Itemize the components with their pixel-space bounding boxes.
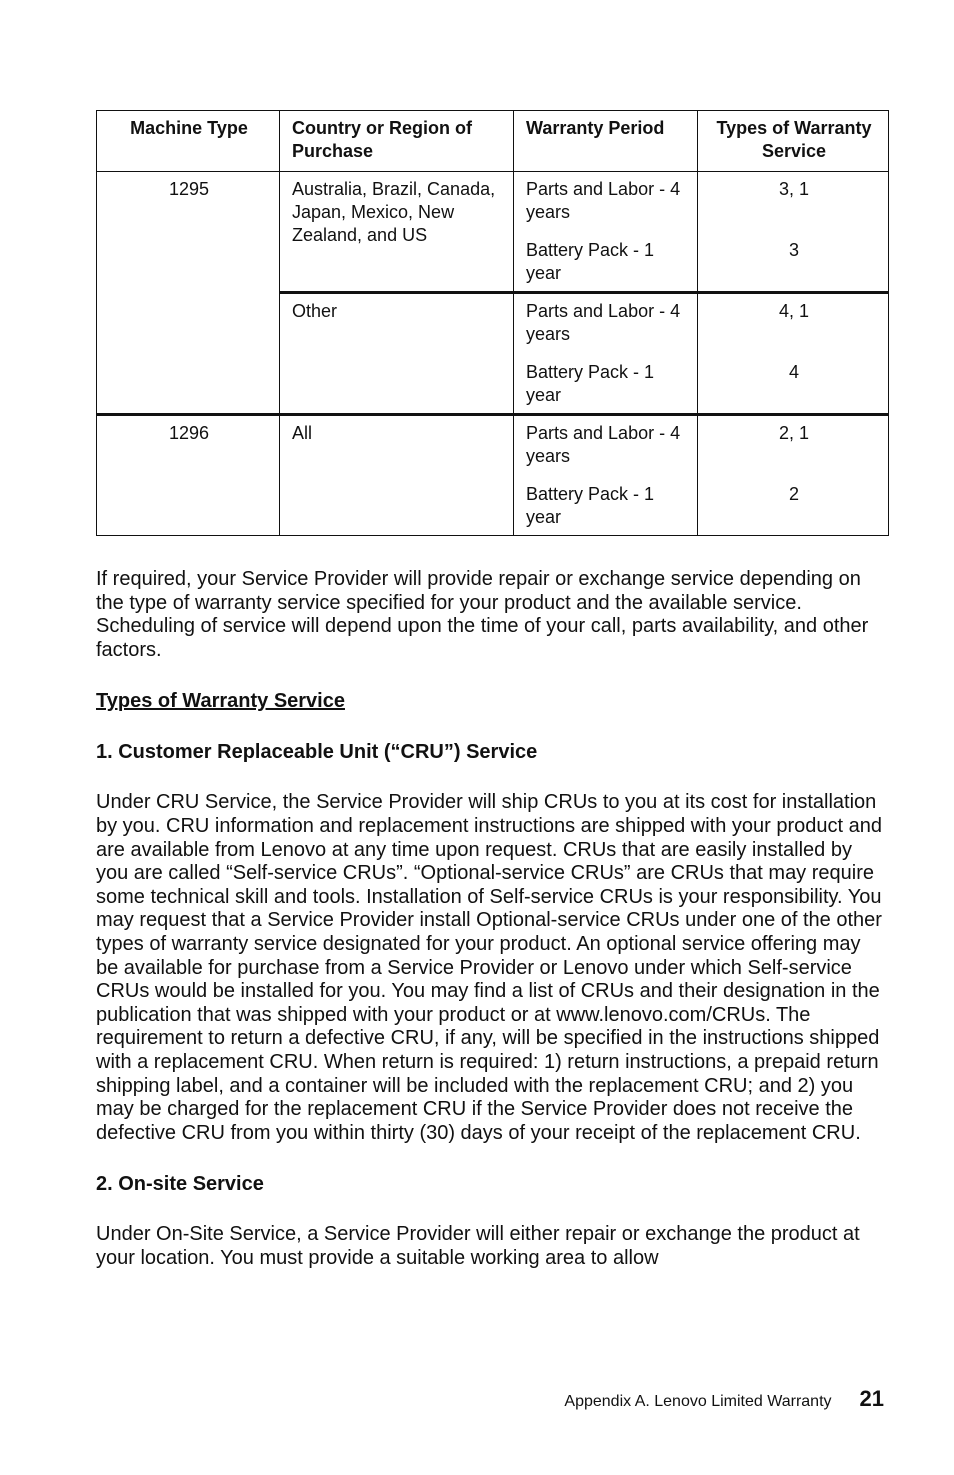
service-type-cell <box>698 172 889 293</box>
header-machine-type: Machine Type <box>97 111 280 172</box>
service-type-battery: 3 <box>788 240 799 260</box>
section-heading: Types of Warranty Service <box>96 690 345 713</box>
period-parts-labor: Parts and Labor - 4 years <box>526 423 681 466</box>
onsite-paragraph: Under On-Site Service, a Service Provider will either repair or exchange the product at your location. You must provide a suitable working area to allow <box>96 1223 860 1269</box>
table-row <box>97 415 889 536</box>
period-battery: Battery Pack - 1 year <box>526 362 655 405</box>
period-battery: Battery Pack - 1 year <box>526 240 655 283</box>
service-type-battery: 4 <box>788 362 799 382</box>
page-number: 21 <box>859 1386 884 1411</box>
onsite-heading: 2. On-site Service <box>96 1173 264 1196</box>
cru-heading: 1. Customer Replaceable Unit (“CRU”) Service <box>96 741 538 764</box>
service-type-cell <box>698 415 889 536</box>
region-cell: Australia, Brazil, Canada, Japan, Mexico, New Zealand, and US <box>280 172 514 293</box>
period-cell <box>514 415 698 536</box>
page-footer <box>564 1386 884 1412</box>
service-type-parts-labor: 4, 1 <box>778 301 810 321</box>
header-warranty-service-types: Types of Warranty Service <box>698 111 889 172</box>
period-cell <box>514 172 698 293</box>
period-parts-labor: Parts and Labor - 4 years <box>526 179 681 222</box>
machine-type-cell: 1295 <box>97 172 280 415</box>
service-type-parts-labor: 3, 1 <box>778 179 810 199</box>
header-country-region: Country or Region of Purchase <box>280 111 514 172</box>
service-type-parts-labor: 2, 1 <box>778 423 810 443</box>
intro-paragraph: If required, your Service Provider will provide repair or exchange service depending on the type of warranty service specified for your product and the available service. Scheduling of service will depend upon the time of your call, parts availability, and other factors. <box>96 568 869 661</box>
header-warranty-period: Warranty Period <box>514 111 698 172</box>
warranty-table <box>96 110 889 536</box>
period-parts-labor: Parts and Labor - 4 years <box>526 301 681 344</box>
service-type-battery: 2 <box>788 484 799 504</box>
footer-text: Appendix A. Lenovo Limited Warranty <box>564 1393 832 1410</box>
cru-paragraph: Under CRU Service, the Service Provider will ship CRUs to you at its cost for installation by you. CRU information and replacement instructions are shipped with your product and are available from Lenovo at any time upon request. CRUs that are easily installed by you are called “Self-service CRUs”. “Optional-service CRUs” are CRUs that may require some technical skill and tools. Installation of Self-service CRUs is your responsibility. You may request that a Service Provider install Optional-service CRUs under one of the other types of warranty service designated for your product. An optional service offering may be available for purchase from a Service Provider or Lenovo under which Self-service CRUs would be installed for you. You may find a list of CRUs and their designation in the publication that was shipped with your product or at www.lenovo.com/CRUs. The requirement to return a defective CRU, if any, will be specified in the instructions shipped with a replacement CRU. When return is required: 1) return instructions, a prepaid return shipping label, and a container will be included with the replacement CRU; and 2) you may be charged for the replacement CRU if the Service Provider does not receive the defective CRU from you within thirty (30) days of your receipt of the replacement CRU. <box>96 791 882 1144</box>
table-row <box>97 172 889 293</box>
region-cell: Other <box>280 293 514 415</box>
period-cell <box>514 293 698 415</box>
service-type-cell <box>698 293 889 415</box>
region-cell: All <box>280 415 514 536</box>
period-battery: Battery Pack - 1 year <box>526 484 655 527</box>
machine-type-cell: 1296 <box>97 415 280 536</box>
table-header-row <box>97 111 889 172</box>
page-content <box>96 110 888 1270</box>
